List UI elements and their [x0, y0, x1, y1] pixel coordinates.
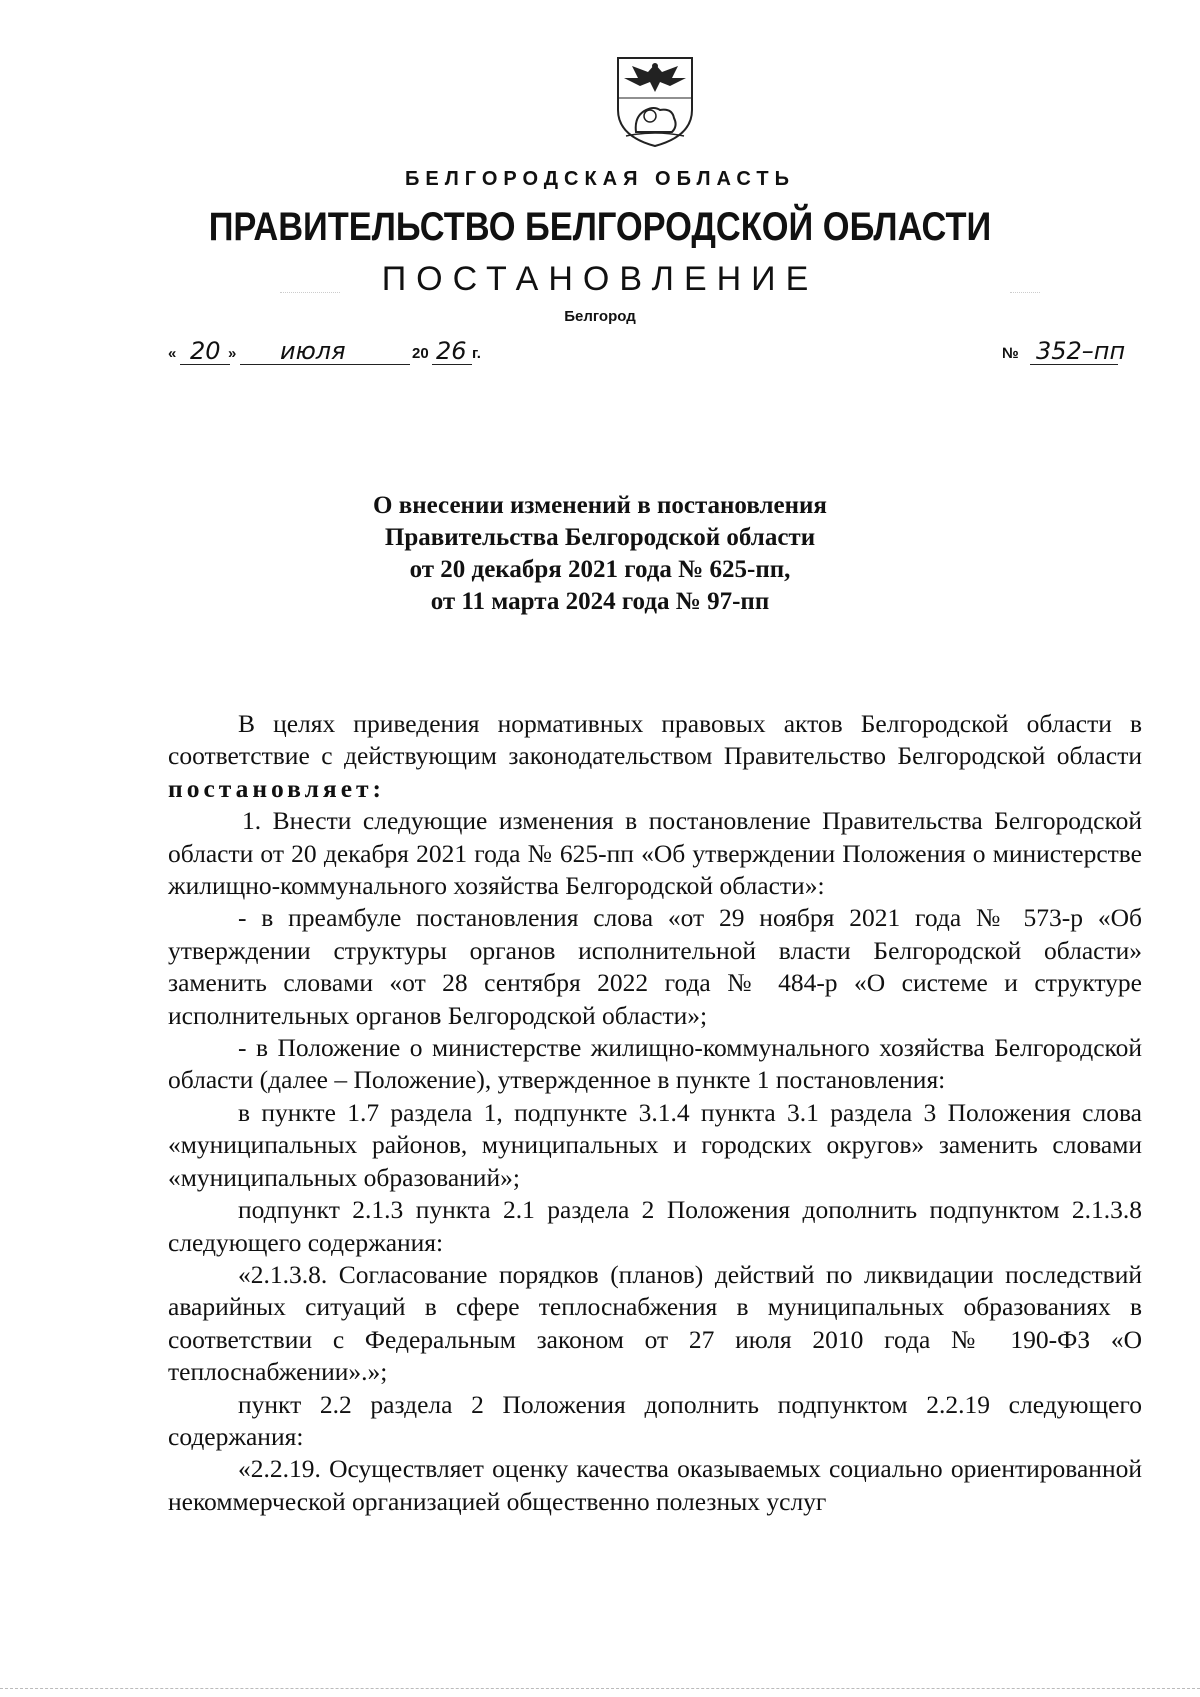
paragraph: подпункт 2.1.3 пункта 2.1 раздела 2 Положения дополнить подпунктом 2.1.3.8 следующего содержания: — [168, 1195, 1142, 1257]
scan-edge — [0, 1688, 1200, 1689]
date-quote-open: « — [168, 345, 177, 362]
title-line: Правительства Белгородской области — [384, 524, 816, 551]
date-year-suffix: 26 — [436, 337, 467, 365]
underline — [180, 364, 230, 365]
date-month: июля — [280, 337, 346, 365]
number-label: № — [1002, 345, 1019, 362]
paragraph: - в преамбуле постановления слова «от 29 ноября 2021 года № 573-р «Об утверждении структуры органов исполнительной власти Белгородской области» заменить словами «от 28 сентября 2022 года № 484-р «О системе и структуре исполнительных органов Белгородской области»; — [168, 903, 1142, 1030]
title-line: от 20 декабря 2021 года № 625-пп, — [409, 556, 791, 583]
scan-mark — [1010, 292, 1040, 293]
document-body — [168, 708, 1142, 1518]
document-type: ПОСТАНОВЛЕНИЕ — [381, 260, 819, 298]
paragraph: - в Положение о министерстве жилищно-коммунального хозяйства Белгородской области (далее – Положение), утвержденное в пункте 1 постановления: — [168, 1033, 1142, 1095]
title-line: О внесении изменений в постановления — [373, 492, 827, 519]
government-name: ПРАВИТЕЛЬСТВО БЕЛГОРОДСКОЙ ОБЛАСТИ — [208, 205, 992, 249]
paragraph: «2.2.19. Осуществляет оценку качества оказываемых социально ориентированной некоммерческой организацией общественно полезных услуг — [168, 1454, 1142, 1516]
date-year-prefix: 20 — [412, 345, 429, 362]
date-day: 20 — [190, 337, 221, 365]
document-number: 352–пп — [1036, 337, 1126, 365]
underline — [1030, 364, 1118, 365]
underline — [240, 364, 410, 365]
date-quote-close: » — [228, 345, 237, 362]
city-name: Белгород — [564, 308, 636, 325]
intro-keyword: постановляет: — [168, 773, 386, 803]
date-year-unit: г. — [472, 345, 481, 362]
title-line: от 11 марта 2024 года № 97-пп — [430, 588, 770, 615]
region-name: БЕЛГОРОДСКАЯ ОБЛАСТЬ — [405, 168, 795, 190]
coat-of-arms-icon — [612, 52, 698, 148]
paragraph: 1. Внести следующие изменения в постановление Правительства Белгородской области от 20 декабря 2021 года № 625-пп «Об утверждении Положения о министерстве жилищно-коммунального хозяйства Белгородской области»: — [168, 806, 1142, 901]
paragraph: в пункте 1.7 раздела 1, подпункте 3.1.4 пункта 3.1 раздела 3 Положения слова «муниципальных районов, муниципальных и городских округов» заменить словами «муниципальных образований»; — [168, 1097, 1142, 1192]
underline — [432, 364, 472, 365]
scan-mark — [280, 292, 340, 293]
document-title — [0, 490, 1200, 618]
paragraph: пункт 2.2 раздела 2 Положения дополнить подпунктом 2.2.19 следующего содержания: — [168, 1389, 1142, 1451]
paragraph-intro — [168, 708, 1142, 805]
dateline — [0, 337, 1200, 373]
paragraph: «2.1.3.8. Согласование порядков (планов) действий по ликвидации последствий аварийных ситуаций в сфере теплоснабжения в муниципальных образованиях в соответствии с Федеральным законом от 27 июля 2010 года № 190-ФЗ «О теплоснабжении».»; — [168, 1259, 1142, 1387]
intro-text: В целях приведения нормативных правовых актов Белгородской области в соответствие с действующим законодательством Правительство Белгородской области — [168, 709, 1142, 771]
